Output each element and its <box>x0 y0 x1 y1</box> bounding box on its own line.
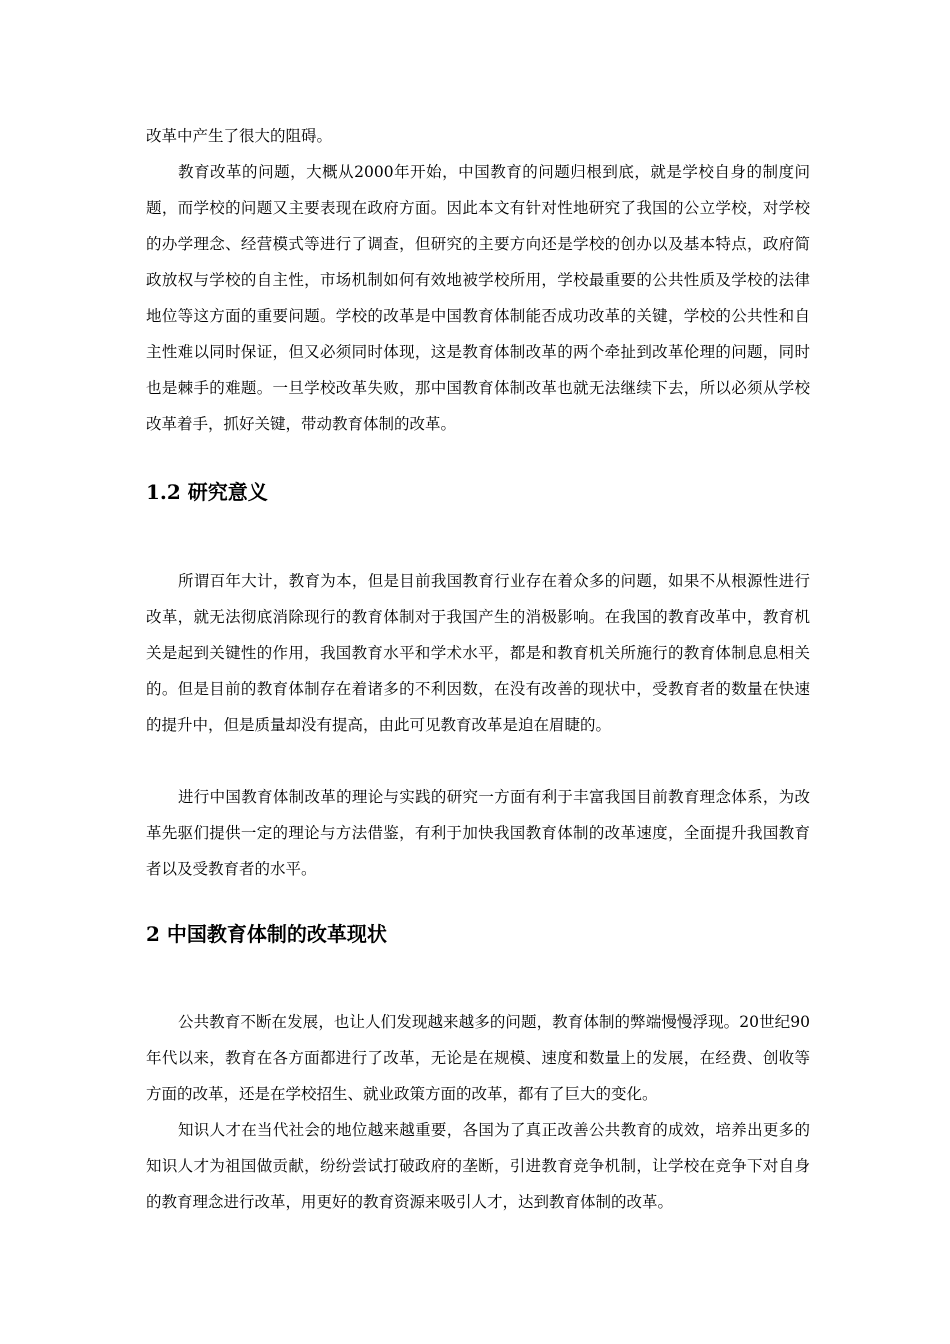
section-heading-1-2: 1.2 研究意义 <box>146 480 268 504</box>
paragraph-talent: 知识人才在当代社会的地位越来越重要，各国为了真正改善公共教育的成效，培养出更多的知识人才为祖国做贡献，纷纷尝试打破政府的垄断，引进教育竞争机制，让学校在竞争下对自身的教育理念进行改革，用更好的教育资源来吸引人才，达到教育体制的改革。 <box>146 1121 810 1211</box>
section-heading-2: 2 中国教育体制的改革现状 <box>146 922 387 946</box>
paragraph-continuation: 改革中产生了很大的阻碍。 <box>146 127 333 145</box>
paragraph-significance: 所谓百年大计，教育为本，但是目前我国教育行业存在着众多的问题，如果不从根源性进行改革，就无法彻底消除现行的教育体制对于我国产生的消极影响。在我国的教育改革中，教育机关是起到关键性的作用，我国教育水平和学术水平，都是和教育机关所施行的教育体制息息相关的。但是目前的教育体制存在着诸多的不利因数，在没有改善的现状中，受教育者的数量在快速的提升中，但是质量却没有提高，由此可见教育改革是迫在眉睫的。 <box>146 572 810 734</box>
paragraph-reform-problem: 教育改革的问题，大概从2000年开始，中国教育的问题归根到底，就是学校自身的制度问题，而学校的问题又主要表现在政府方面。因此本文有针对性地研究了我国的公立学校，对学校的办学理念、经营模式等进行了调查，但研究的主要方向还是学校的创办以及基本特点，政府简政放权与学校的自主性，市场机制如何有效地被学校所用，学校最重要的公共性质及学校的法律地位等这方面的重要问题。学校的改革是中国教育体制能否成功改革的关键，学校的公共性和自主性难以同时保证，但又必须同时体现，这是教育体制改革的两个牵扯到改革伦理的问题，同时也是棘手的难题。一旦学校改革失败，那中国教育体制改革也就无法继续下去，所以必须从学校改革着手，抓好关键，带动教育体制的改革。 <box>146 163 810 433</box>
paragraph-public-education: 公共教育不断在发展，也让人们发现越来越多的问题，教育体制的弊端慢慢浮现。20世纪90年代以来，教育在各方面都进行了改革，无论是在规模、速度和数量上的发展，在经费、创收等方面的改革，还是在学校招生、就业政策方面的改革，都有了巨大的变化。 <box>146 1013 810 1103</box>
paragraph-research-benefit: 进行中国教育体制改革的理论与实践的研究一方面有利于丰富我国目前教育理念体系，为改革先驱们提供一定的理论与方法借鉴，有利于加快我国教育体制的改革速度，全面提升我国教育者以及受教育者的水平。 <box>146 788 810 878</box>
